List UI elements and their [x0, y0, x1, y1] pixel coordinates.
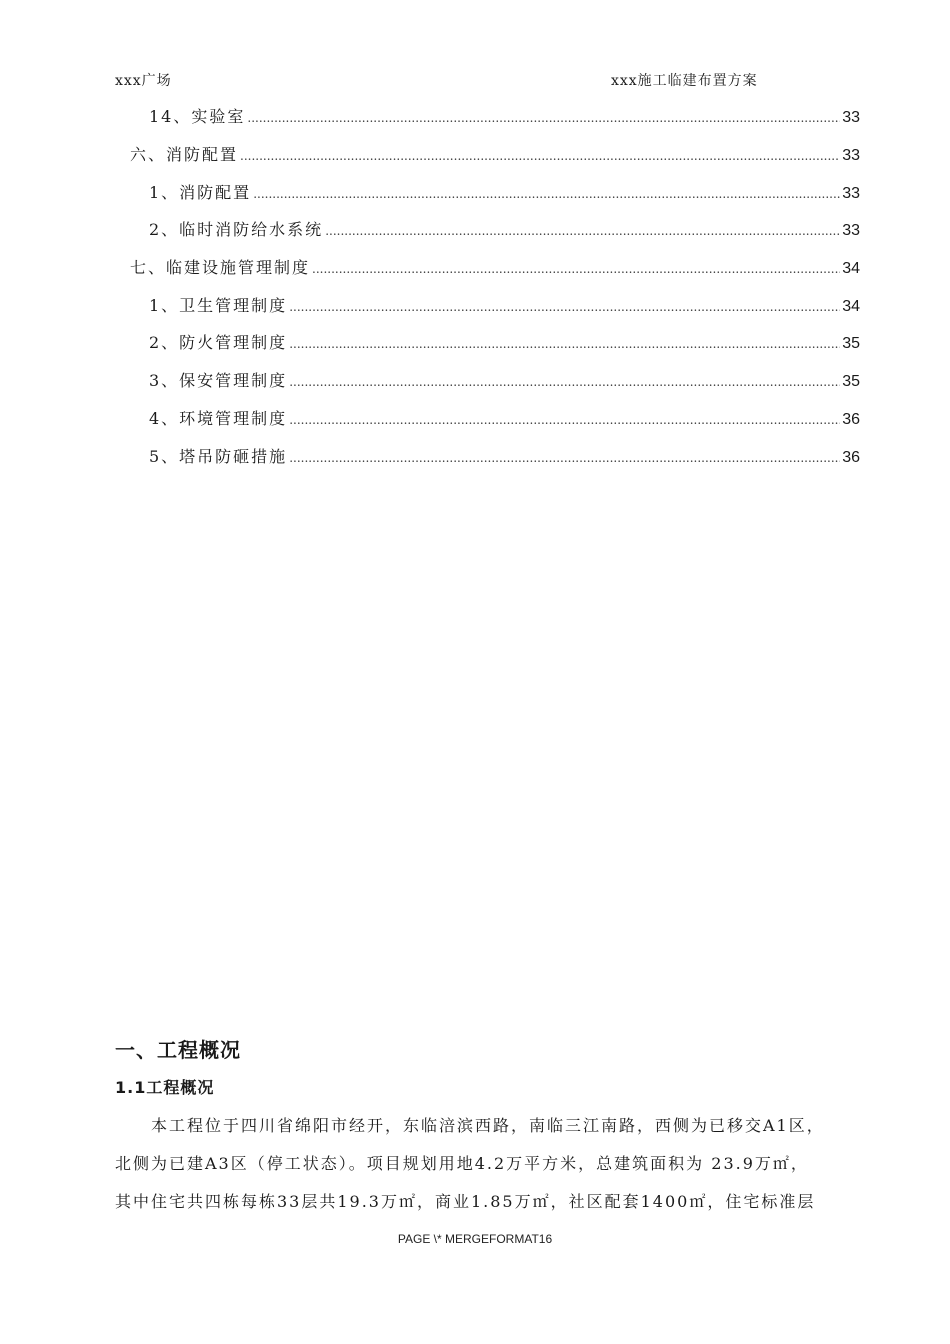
toc-leader-dots	[253, 187, 840, 201]
toc-leader-dots	[289, 300, 840, 314]
toc-entry-label: 5、塔吊防砸措施	[149, 447, 288, 466]
toc-entry-label: 七、临建设施管理制度	[130, 258, 311, 277]
toc-entry[interactable]	[130, 142, 860, 166]
toc-entry-label: 4、环境管理制度	[149, 409, 288, 428]
toc-leader-dots	[240, 149, 840, 163]
toc-entry[interactable]	[149, 330, 860, 354]
body-text-line: 其中住宅共四栋每栋33层共19.3万㎡，商业1.85万㎡，社区配套1400㎡，住宅标准层	[115, 1192, 816, 1211]
toc-entry-page: 36	[842, 411, 860, 428]
toc-entry-label: 3、保安管理制度	[149, 371, 288, 390]
toc-entry-page: 33	[842, 109, 860, 126]
header-left: xxx广场	[115, 73, 172, 89]
page-footer-field: PAGE \* MERGEFORMAT16	[397, 1232, 553, 1246]
toc-entry-page: 35	[842, 373, 860, 390]
toc-entry-label: 六、消防配置	[130, 145, 239, 164]
toc-entry[interactable]	[130, 255, 860, 279]
section-subheading: 1.1工程概况	[115, 1078, 215, 1097]
toc-entry-page: 36	[842, 449, 860, 466]
toc-leader-dots	[247, 111, 840, 125]
toc-entry-page: 33	[842, 222, 860, 239]
header-right: xxx施工临建布置方案	[611, 73, 758, 89]
toc-entry[interactable]	[149, 406, 860, 430]
toc-entry-page: 33	[842, 185, 860, 202]
toc-entry-page: 33	[842, 147, 860, 164]
toc-entry-page: 35	[842, 335, 860, 352]
toc-entry[interactable]	[149, 217, 860, 241]
body-text-line: 北侧为已建A3区（停工状态）。项目规划用地4.2万平方米，总建筑面积为 23.9万㎡，	[115, 1154, 809, 1173]
toc-leader-dots	[289, 375, 840, 389]
toc-entry-page: 34	[842, 260, 860, 277]
toc-entry-label: 2、防火管理制度	[149, 333, 288, 352]
toc-entry[interactable]	[149, 293, 860, 317]
toc-leader-dots	[289, 451, 840, 465]
toc-entry-label: 2、临时消防给水系统	[149, 220, 324, 239]
toc-leader-dots	[289, 337, 840, 351]
toc-leader-dots	[325, 224, 840, 238]
toc-entry-label: 14、实验室	[149, 107, 246, 126]
toc-entry-page: 34	[842, 298, 860, 315]
toc-leader-dots	[289, 413, 840, 427]
toc-entry-label: 1、消防配置	[149, 183, 252, 202]
toc-leader-dots	[312, 262, 840, 276]
toc-entry[interactable]	[149, 180, 860, 204]
toc-entry[interactable]	[149, 368, 860, 392]
toc-entry[interactable]	[149, 444, 860, 468]
toc-entry[interactable]	[149, 104, 860, 128]
body-text-line: 本工程位于四川省绵阳市经开，东临涪滨西路，南临三江南路，西侧为已移交A1区，	[151, 1116, 825, 1135]
toc-entry-label: 1、卫生管理制度	[149, 296, 288, 315]
section-heading: 一、工程概况	[115, 1038, 241, 1062]
